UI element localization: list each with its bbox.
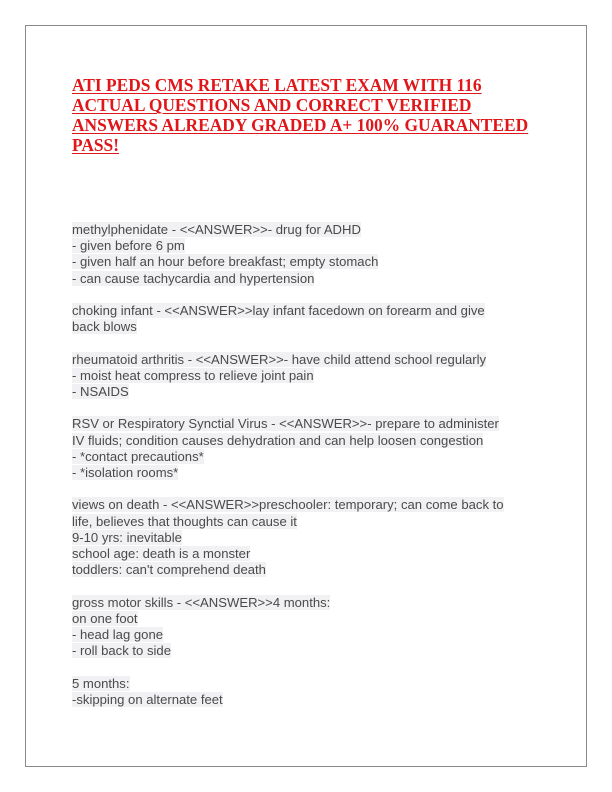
entry-line: choking infant - <<ANSWER>>lay infant facedown on forearm and give <box>72 303 485 318</box>
qa-entry-rsv <box>72 416 552 481</box>
entry-line: toddlers: can't comprehend death <box>72 562 266 578</box>
qa-entry-gross-motor-skills <box>72 595 552 660</box>
entry-line: - given before 6 pm <box>72 238 185 254</box>
entry-line: - moist heat compress to relieve joint pain <box>72 367 314 383</box>
entry-line: 9-10 yrs: inevitable <box>72 529 182 545</box>
entry-line: - head lag gone <box>72 627 164 642</box>
entry-line: rheumatoid arthritis - <<ANSWER>>- have child attend school regularly <box>72 351 487 367</box>
entry-line: gross motor skills - <<ANSWER>>4 months: <box>72 594 331 610</box>
entry-line: on one foot <box>72 610 138 626</box>
qa-entry-methylphenidate <box>72 222 552 287</box>
entry-line: methylphenidate - <<ANSWER>>- drug for ADHD <box>72 222 361 237</box>
entry-line: - *isolation rooms* <box>72 465 179 480</box>
entry-line: - roll back to side <box>72 643 171 659</box>
document-body <box>72 222 552 724</box>
qa-entry-5-months <box>72 676 552 708</box>
entry-line: back blows <box>72 319 137 335</box>
entry-line: 5 months: <box>72 675 130 691</box>
entry-line: IV fluids; condition causes dehydration and can help loosen congestion <box>72 432 484 448</box>
entry-line: -skipping on alternate feet <box>72 691 223 707</box>
qa-entry-choking-infant <box>72 303 552 335</box>
entry-line: - given half an hour before breakfast; empty stomach <box>72 254 379 270</box>
qa-entry-views-on-death <box>72 497 552 578</box>
qa-entry-rheumatoid-arthritis <box>72 352 552 401</box>
entry-line: - can cause tachycardia and hypertension <box>72 270 315 286</box>
entry-line: - NSAIDS <box>72 384 129 399</box>
document-title: ATI PEDS CMS RETAKE LATEST EXAM WITH 116 ACTUAL QUESTIONS AND CORRECT VERIFIED ANSWERS ALREADY GRADED A+ 100% GUARANTEED PASS! <box>72 75 529 155</box>
entry-line: - *contact precautions* <box>72 448 204 464</box>
entry-line: views on death - <<ANSWER>>preschooler: temporary; can come back to <box>72 497 504 513</box>
entry-line: school age: death is a monster <box>72 546 251 561</box>
entry-line: life, believes that thoughts can cause it <box>72 513 297 529</box>
entry-line: RSV or Respiratory Synctial Virus - <<ANSWER>>- prepare to administer <box>72 416 499 432</box>
